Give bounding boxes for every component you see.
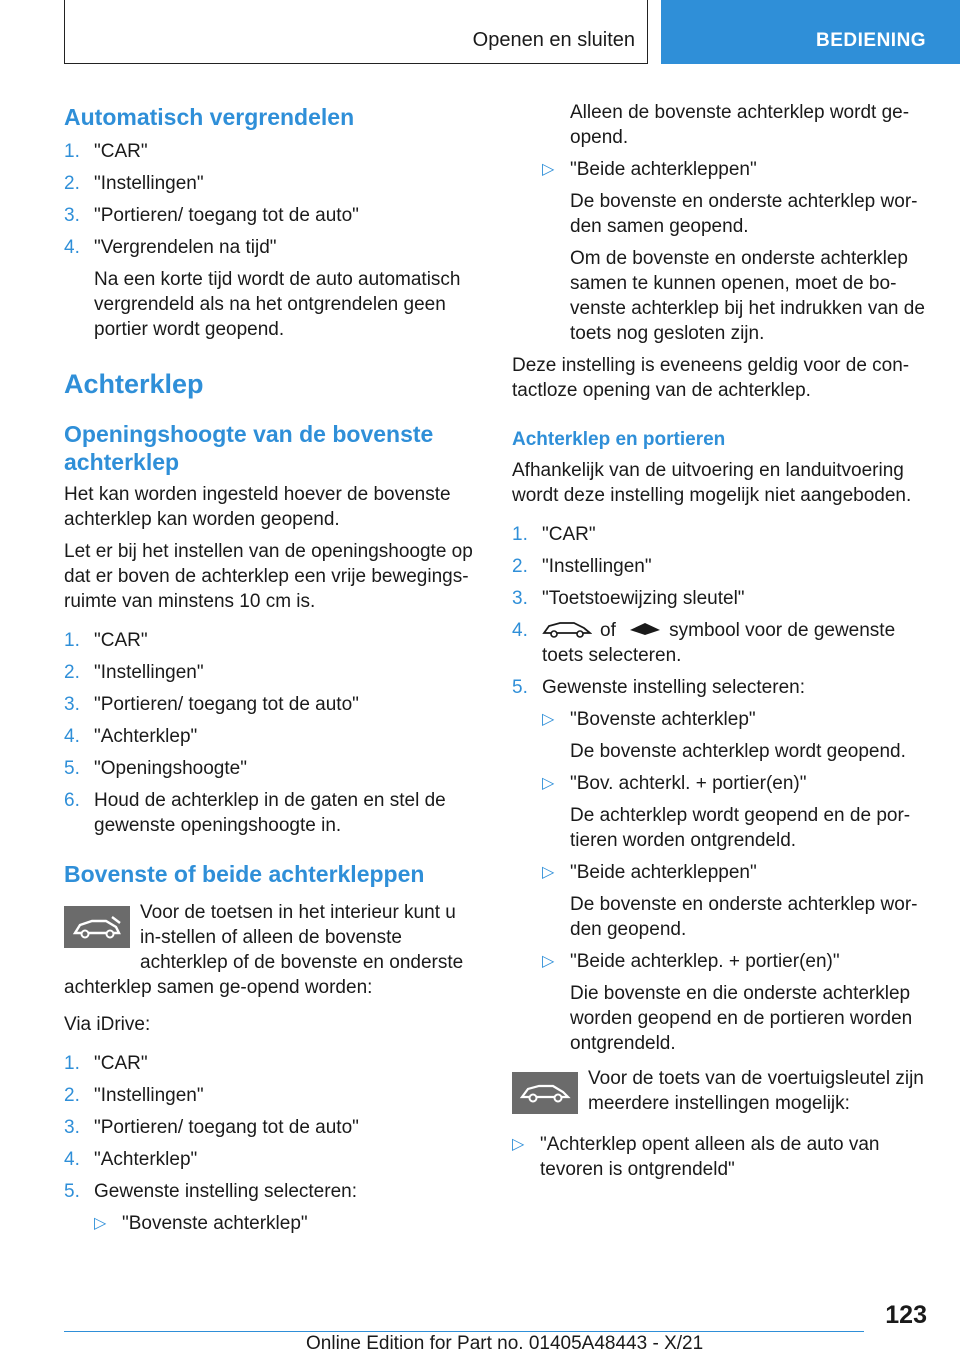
list-item: 4. "Achterklep" bbox=[64, 726, 198, 747]
option-note: De achterklep wordt geopend en de por-tieren worden ontgrendeld. bbox=[570, 805, 911, 851]
list-item: 5. Gewenste instelling selecteren: ▷ "Bovenste achterklep" bbox=[64, 1179, 480, 1236]
list-item: 3. "Toetstoewijzing sleutel" bbox=[512, 588, 745, 609]
list-item: 3. "Portieren/ toegang tot de auto" bbox=[64, 1117, 359, 1138]
left-column bbox=[64, 100, 480, 1243]
info-block bbox=[64, 900, 480, 1000]
list-item: 4. "Achterklep" bbox=[64, 1149, 198, 1170]
list-item: 1. "CAR" bbox=[512, 524, 596, 545]
chapter-tab bbox=[661, 0, 960, 64]
upper-or-both-steps bbox=[64, 1051, 480, 1236]
sub-list-item: ▷ "Beide achterkleppen" De bovenste en onderste achterklep wor-den samen geopend. Om de bovenste en onderste achterklep samen te kunnen openen, moet de bo-venste achterklep bij het indrukken van de toets nog gesloten zijn. bbox=[542, 157, 930, 346]
list-item: 1. "CAR" bbox=[64, 630, 148, 651]
list-item: 2. "Instellingen" bbox=[64, 173, 204, 194]
list-item: 3. "Portieren/ toegang tot de auto" bbox=[64, 694, 359, 715]
list-item: 5. "Openingshoogte" bbox=[64, 758, 247, 779]
chevron-icon bbox=[627, 620, 663, 638]
list-item: 2. "Instellingen" bbox=[512, 556, 652, 577]
paragraph: Deze instelling is eveneens geldig voor de con-tactloze opening van de achterklep. bbox=[512, 355, 910, 401]
list-item: 1. "CAR" bbox=[64, 141, 148, 162]
sub-list-item: ▷ "Bovenste achterklep" De bovenste achterklep wordt geopend. bbox=[542, 707, 930, 764]
header-box bbox=[64, 0, 648, 64]
opening-height-steps bbox=[64, 628, 480, 838]
section-title: Openen en sluiten bbox=[472, 29, 635, 51]
tailgate-doors-steps bbox=[512, 522, 930, 1056]
list-item: 6. Houd de achterklep in de gaten en stel de gewenste openingshoogte in. bbox=[64, 790, 446, 836]
auto-lock-steps bbox=[64, 139, 480, 342]
triangle-bullet-icon: ▷ bbox=[542, 864, 555, 881]
sub-list-item: ▷ "Beide achterklep. + portier(en)" Die bovenste en die onderste achterklep worden geopend en de portieren worden ontgrendeld. bbox=[542, 949, 930, 1056]
list-item: 5. Gewenste instelling selecteren: ▷ "Bovenste achterklep" De bovenste achterklep wordt geopend. ▷ "Bov. achterkl. + portier(en)" De achterklep wordt geopend en de por-tieren worden ontgrendeld. ▷ "Beide achterkleppen" De bovenste en onderste achterklep wor-den geopend. ▷ "Beide achterklep. + portier(en)" Die bovenste en die onderste achterklep worden geopend en de portieren worden ontgrendeld. bbox=[512, 675, 930, 1056]
list-item: 3. "Portieren/ toegang tot de auto" bbox=[64, 205, 359, 226]
list-item: 1. "CAR" bbox=[64, 1053, 148, 1074]
triangle-bullet-icon: ▷ bbox=[542, 711, 555, 728]
heading-upper-or-both: Bovenste of beide achterkleppen bbox=[64, 861, 425, 887]
option-note: De bovenste achterklep wordt geopend. bbox=[570, 741, 906, 762]
sub-list-item: ▷ "Bov. achterkl. + portier(en)" De achterklep wordt geopend en de por-tieren worden ontgrendeld. bbox=[542, 771, 930, 853]
option-note: De bovenste en onderste achterklep wor-den geopend. bbox=[570, 894, 918, 940]
list-item: 2. "Instellingen" bbox=[64, 1085, 204, 1106]
sub-list-item: ▷ "Beide achterkleppen" De bovenste en onderste achterklep wor-den geopend. bbox=[542, 860, 930, 942]
heading-auto-lock: Automatisch vergrendelen bbox=[64, 104, 355, 130]
triangle-bullet-icon: ▷ bbox=[512, 1136, 525, 1153]
paragraph: Afhankelijk van de uitvoering en landuitvoering wordt deze instelling mogelijk niet aangeboden. bbox=[512, 460, 912, 506]
car-outline-icon bbox=[512, 1072, 578, 1114]
list-item: 4. of symbool voor de gewenste toets selecteren. bbox=[512, 620, 896, 666]
page-number: 123 bbox=[885, 1301, 927, 1329]
step-note: Na een korte tijd wordt de auto automatisch vergrendeld als na het ontgrendelen geen portier wordt geopend. bbox=[94, 269, 461, 340]
info-block bbox=[512, 1066, 930, 1118]
heading-tailgate: Achterklep bbox=[64, 369, 204, 399]
triangle-bullet-icon: ▷ bbox=[542, 775, 555, 792]
list-item: 2. "Instellingen" bbox=[64, 662, 204, 683]
edition-footer: Online Edition for Part no. 01405A48443 - X/21 bbox=[306, 1333, 704, 1354]
sub-list-item: ▷ "Achterklep opent alleen als de auto van tevoren is ontgrendeld" bbox=[512, 1134, 880, 1180]
heading-opening-height: Openingshoogte van de bovenste achterklep bbox=[64, 421, 434, 475]
chapter-tab-label: BEDIENING bbox=[816, 30, 927, 51]
paragraph: Voor de toets van de voertuigsleutel zijn meerdere instellingen mogelijk: bbox=[588, 1068, 924, 1114]
option-note: De bovenste en onderste achterklep wor-den samen geopend. bbox=[570, 191, 918, 237]
list-item: 4. "Vergrendelen na tijd" Na een korte tijd wordt de auto automatisch vergrendeld als na het ontgrendelen geen portier wordt geopend. bbox=[64, 235, 480, 342]
triangle-bullet-icon: ▷ bbox=[94, 1215, 107, 1232]
option-note: Om de bovenste en onderste achterklep samen te kunnen openen, moet de bo-venste achterklep bij het indrukken van de toets nog gesloten zijn. bbox=[570, 248, 925, 344]
paragraph: Via iDrive: bbox=[64, 1014, 151, 1035]
paragraph: Het kan worden ingesteld hoever de bovenste achterklep kan worden geopend. bbox=[64, 484, 451, 530]
option-note: Die bovenste en die onderste achterklep worden geopend en de portieren worden ontgrendeld. bbox=[570, 983, 913, 1054]
triangle-bullet-icon: ▷ bbox=[542, 161, 555, 178]
right-column bbox=[512, 100, 930, 1182]
option-note: Alleen de bovenste achterklep wordt ge-opend. bbox=[570, 102, 910, 148]
paragraph: Voor de toetsen in het interieur kunt u in-stellen of alleen de bovenste achterklep of de bovenste en onderste achterklep samen ge-opend worden: bbox=[64, 902, 464, 998]
car-tailgate-icon bbox=[64, 906, 130, 948]
footer-divider bbox=[64, 1331, 864, 1332]
triangle-bullet-icon: ▷ bbox=[542, 953, 555, 970]
heading-tailgate-doors: Achterklep en portieren bbox=[512, 429, 726, 450]
car-outline-icon bbox=[542, 618, 592, 640]
paragraph: Let er bij het instellen van de openingshoogte op dat er boven de achterklep een vrije bewegings-ruimte van minstens 10 cm is. bbox=[64, 541, 473, 612]
sub-list-item: ▷ "Bovenste achterklep" bbox=[94, 1213, 308, 1234]
